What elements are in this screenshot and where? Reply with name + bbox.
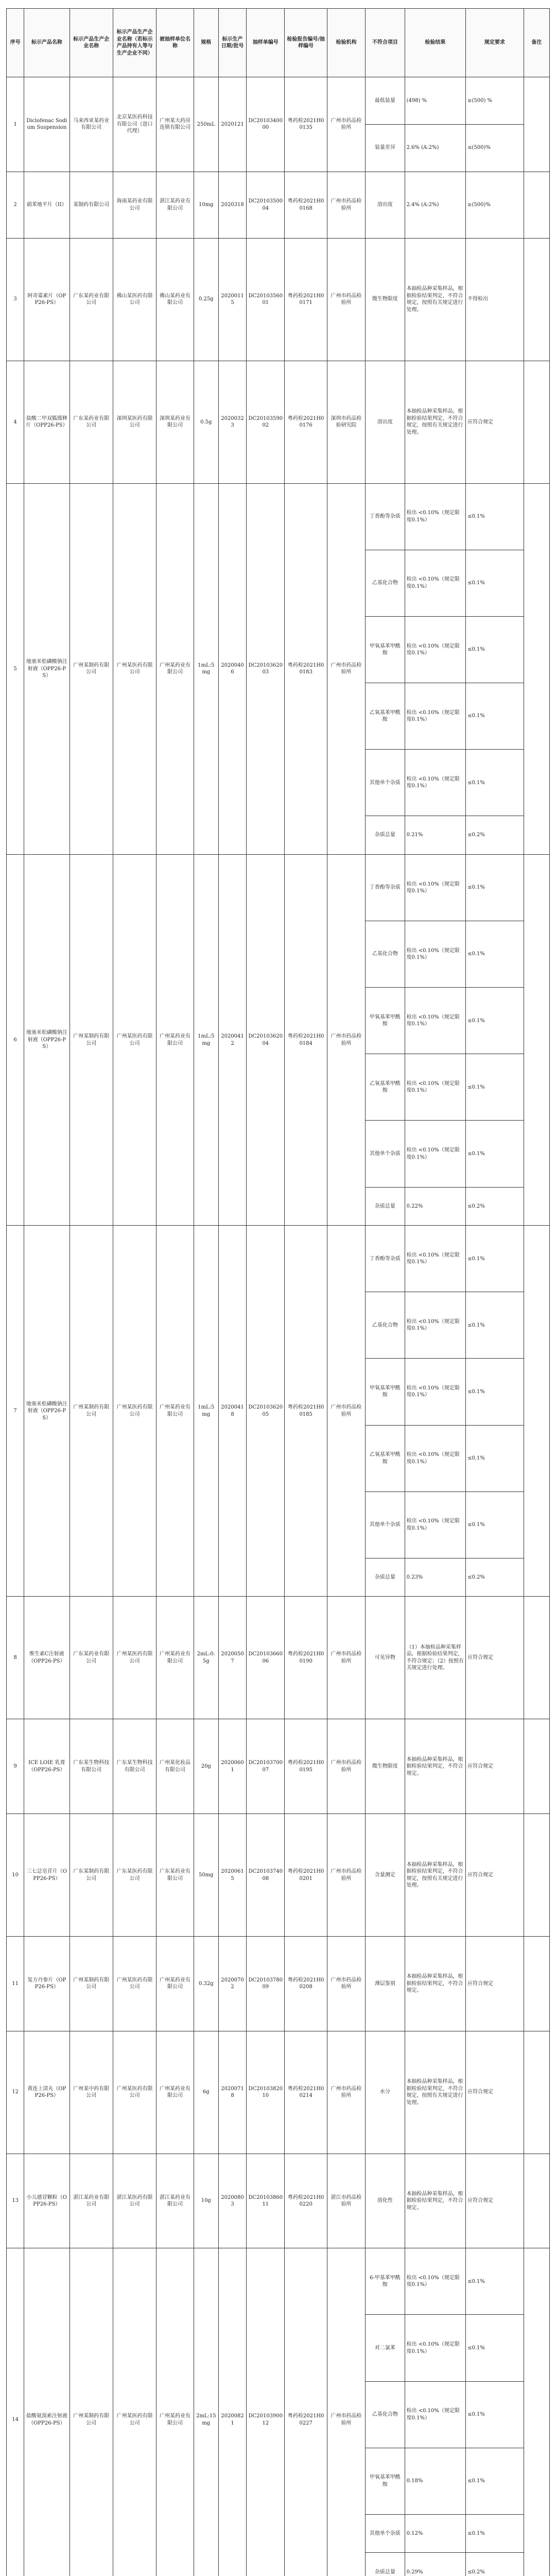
cell-specification: 2mL:15mg: [194, 2248, 218, 2576]
cell-sampling-no: DC2010362004: [247, 855, 285, 1226]
cell-sampled-unit: 湛江某药业有限公司: [157, 172, 194, 238]
table-row: [7, 361, 550, 483]
cell-sampling-no: DC2010366006: [247, 1597, 285, 1719]
cell-test-result: （1）本抽检品种采集样品，根据检验结果判定，不符合规定；（2）按照有关规定进行处理。: [405, 1597, 466, 1719]
cell-requirement: ≤0.1%: [466, 855, 524, 921]
cell-specification: 50mg: [194, 1814, 218, 1937]
cell-testing-lab: 湛江市药品检验所: [327, 2154, 365, 2248]
table-row: [7, 238, 550, 361]
cell-requirement: ≤0.2%: [466, 1187, 524, 1226]
cell-testing-lab: 广州市药品检验所: [327, 1226, 365, 1597]
cell-serial-no: 5: [7, 483, 24, 854]
cell-testing-lab: 广州市药品检验所: [327, 483, 365, 854]
cell-testing-lab: 广州市药品检验所: [327, 2248, 365, 2576]
cell-failed-item: 甲氧基苯甲酰胺: [366, 988, 405, 1054]
cell-report-no: 粤药检2021H00135: [285, 77, 327, 172]
cell-failed-item: 乙基化合物: [366, 2381, 405, 2448]
cell-sampling-no: DC2010386011: [247, 2154, 285, 2248]
cell-batch-no: 20200323: [218, 361, 246, 483]
cell-product-name: 三七总皂苷片（OPP26-PS）: [24, 1814, 70, 1937]
cell-serial-no: 9: [7, 1719, 24, 1814]
table-header: [7, 9, 550, 77]
cell-batch-no: 20200803: [218, 2154, 246, 2248]
table-row: [7, 1719, 550, 1814]
cell-product-name: Diclofenac Sodium Suspension: [24, 77, 70, 172]
cell-test-result: 检出 <0.10%（规定限度0.1%）: [405, 1054, 466, 1121]
cell-requirement: ≤0.1%: [466, 2448, 524, 2514]
cell-license-holder: 广州某医药有限公司: [113, 483, 156, 854]
cell-failed-item: 水分: [366, 2031, 405, 2154]
cell-test-result: 检出 <0.10%（规定限度0.1%）: [405, 1121, 466, 1187]
cell-manufacturer: 广州某中药有限公司: [70, 2031, 113, 2154]
cell-serial-no: 2: [7, 172, 24, 238]
cell-license-holder: 广州某医药有限公司: [113, 1597, 156, 1719]
cell-sampled-unit: 深圳某药业有限公司: [157, 361, 194, 483]
cell-product-name: 硝苯地平片（II）: [24, 172, 70, 238]
cell-test-result: 检出 <0.10%（规定限度0.1%）: [405, 2248, 466, 2315]
cell-test-result: 检出 <0.10%（规定限度0.1%）: [405, 683, 466, 750]
cell-test-result: 2.4% (A:2%): [405, 172, 466, 238]
cell-report-no: 粤药检2021H00183: [285, 483, 327, 854]
cell-license-holder: 广州某医药有限公司: [113, 2248, 156, 2576]
cell-remarks: [524, 1226, 549, 1597]
cell-failed-item: 甲氧基苯甲酰胺: [366, 1359, 405, 1425]
cell-manufacturer: 广东某制药有限公司: [70, 1814, 113, 1937]
cell-sampling-no: DC2010362003: [247, 483, 285, 854]
cell-failed-item: 杂质总量: [366, 1187, 405, 1226]
cell-test-result: 检出 <0.10%（规定限度0.1%）: [405, 1359, 466, 1425]
cell-report-no: 粤药检2021H00168: [285, 172, 327, 238]
cell-failed-item: 可见异物: [366, 1597, 405, 1719]
cell-remarks: [524, 1814, 549, 1937]
cell-serial-no: 6: [7, 855, 24, 1226]
cell-test-result: 检出 <0.10%（规定限度0.1%）: [405, 1226, 466, 1292]
cell-failed-item: 甲氧基苯甲酰胺: [366, 617, 405, 683]
cell-batch-no: 20200115: [218, 238, 246, 361]
cell-requirement: ≤0.1%: [466, 2514, 524, 2553]
cell-failed-item: 溶化性: [366, 2154, 405, 2248]
cell-test-result: 0.29%: [405, 2553, 466, 2576]
header-cell: 抽样单编号: [247, 9, 285, 77]
cell-requirement: ≥(500)%: [466, 172, 524, 238]
cell-test-result: 检出 <0.10%（规定限度0.1%）: [405, 988, 466, 1054]
cell-remarks: [524, 1719, 549, 1814]
cell-report-no: 粤药检2021H00208: [285, 1937, 327, 2031]
cell-test-result: 检出 <0.10%（规定限度0.1%）: [405, 1492, 466, 1558]
cell-specification: 10mg: [194, 172, 218, 238]
cell-requirement: ≤(500)%: [466, 124, 524, 172]
cell-failed-item: 其他单个杂质: [366, 1121, 405, 1187]
table-row: [7, 2031, 550, 2154]
cell-failed-item: 6-甲基苯甲酰胺: [366, 2248, 405, 2315]
cell-sampled-unit: 广州某药业有限公司: [157, 2031, 194, 2154]
cell-test-result: 2.6% (A:2%): [405, 124, 466, 172]
cell-requirement: ≤0.1%: [466, 1359, 524, 1425]
cell-serial-no: 12: [7, 2031, 24, 2154]
cell-report-no: 粤药检2021H00185: [285, 1226, 327, 1597]
cell-requirement: 应符合规定: [466, 361, 524, 483]
cell-product-name: 维生素C注射液（OPP26-PS）: [24, 1597, 70, 1719]
cell-test-result: 检出 <0.10%（规定限度0.1%）: [405, 855, 466, 921]
cell-failed-item: 溶出度: [366, 361, 405, 483]
cell-batch-no: 20200702: [218, 1937, 246, 2031]
cell-sampling-no: DC2010356001: [247, 238, 285, 361]
cell-test-result: 检出 <0.10%（规定限度0.1%）: [405, 2315, 466, 2381]
table-row: [7, 2248, 550, 2315]
cell-test-result: 检出 <0.10%（规定限度0.1%）: [405, 550, 466, 616]
cell-failed-item: 其他单个杂质: [366, 2514, 405, 2553]
cell-report-no: 粤药检2021H00201: [285, 1814, 327, 1937]
cell-test-result: 0.22%: [405, 1187, 466, 1226]
cell-requirement: ≤0.1%: [466, 483, 524, 550]
cell-serial-no: 10: [7, 1814, 24, 1937]
cell-requirement: ≤0.1%: [466, 1492, 524, 1558]
cell-product-name: 小儿感冒颗粒（OPP26-PS）: [24, 2154, 70, 2248]
cell-report-no: 粤药检2021H00184: [285, 855, 327, 1226]
cell-specification: 0.25g: [194, 238, 218, 361]
cell-remarks: [524, 2248, 549, 2576]
cell-report-no: 粤药检2021H00176: [285, 361, 327, 483]
cell-requirement: 应符合规定: [466, 2031, 524, 2154]
cell-requirement: 应符合规定: [466, 2154, 524, 2248]
cell-batch-no: 2020318: [218, 172, 246, 238]
cell-product-name: 阿奇霉素片（OPP26-PS）: [24, 238, 70, 361]
cell-specification: 10g: [194, 2154, 218, 2248]
header-cell: 备注: [524, 9, 549, 77]
cell-testing-lab: 广州市药品检验所: [327, 77, 365, 172]
cell-license-holder: 广东某生物科技有限公司: [113, 1719, 156, 1814]
header-cell: 检验结果: [405, 9, 466, 77]
cell-sampling-no: DC2010362005: [247, 1226, 285, 1597]
cell-failed-item: 对二氯苯: [366, 2315, 405, 2381]
cell-requirement: ≤0.1%: [466, 988, 524, 1054]
cell-report-no: 粤药检2021H00227: [285, 2248, 327, 2576]
cell-test-result: 检出 <0.10%（规定限度0.1%）: [405, 1292, 466, 1359]
cell-serial-no: 14: [7, 2248, 24, 2576]
cell-batch-no: 20200821: [218, 2248, 246, 2576]
cell-requirement: ≤0.1%: [466, 921, 524, 988]
cell-sampled-unit: 佛山某药业有限公司: [157, 238, 194, 361]
cell-failed-item: 乙氧基苯甲酰胺: [366, 1425, 405, 1492]
cell-test-result: 检出 <0.10%（规定限度0.1%）: [405, 750, 466, 816]
cell-test-result: 本抽检品种采集样品，根据检验结果判定，不符合规定。: [405, 1719, 466, 1814]
header-cell: 标示产品生产企业名称: [70, 9, 113, 77]
cell-specification: 20g: [194, 1719, 218, 1814]
cell-requirement: ≤0.2%: [466, 816, 524, 855]
table-row: [7, 1597, 550, 1719]
cell-sampling-no: DC2010382010: [247, 2031, 285, 2154]
cell-manufacturer: 广东某药业有限公司: [70, 361, 113, 483]
cell-testing-lab: 广州市药品检验所: [327, 2031, 365, 2154]
cell-test-result: 0.18%: [405, 2448, 466, 2514]
cell-requirement: ≤0.1%: [466, 1425, 524, 1492]
cell-batch-no: 20200418: [218, 1226, 246, 1597]
cell-product-name: 盐酸氨溴索注射液（OPP26-PS）: [24, 2248, 70, 2576]
cell-product-name: 黄连上清丸（OPP26-PS）: [24, 2031, 70, 2154]
cell-batch-no: 20200601: [218, 1719, 246, 1814]
cell-product-name: ICE LOIE 乳膏（OPP26-PS）: [24, 1719, 70, 1814]
cell-sampled-unit: 广州某药业有限公司: [157, 2248, 194, 2576]
cell-batch-no: 20200406: [218, 483, 246, 854]
cell-failed-item: 乙基化合物: [366, 921, 405, 988]
cell-batch-no: 20200615: [218, 1814, 246, 1937]
cell-testing-lab: 深圳市药品检验研究院: [327, 361, 365, 483]
cell-sampled-unit: 广州某药业有限公司: [157, 1937, 194, 2031]
table-row: [7, 172, 550, 238]
cell-requirement: ≤0.1%: [466, 2381, 524, 2448]
cell-test-result: 检出 <0.10%（规定限度0.1%）: [405, 921, 466, 988]
cell-failed-item: 乙氧基苯甲酰胺: [366, 1054, 405, 1121]
cell-license-holder: 湛江某医药有限公司: [113, 2154, 156, 2248]
cell-test-result: 0.23%: [405, 1558, 466, 1597]
header-cell: 标示生产日期/批号: [218, 9, 246, 77]
cell-test-result: 本抽检品种采集样品，根据检验结果判定，不符合规定，按照有关规定进行处理。: [405, 238, 466, 361]
header-cell: 标示产品生产企业名称（若标示产品持有人等与生产企业不同）: [113, 9, 156, 77]
cell-product-name: 盐酸二甲双胍缓释片（OPP26-PS）: [24, 361, 70, 483]
inspection-results-table: [6, 8, 550, 2576]
cell-testing-lab: 广州市药品检验所: [327, 855, 365, 1226]
cell-sampled-unit: 广州某药业有限公司: [157, 483, 194, 854]
cell-license-holder: 广州某医药有限公司: [113, 855, 156, 1226]
cell-remarks: [524, 238, 549, 361]
cell-license-holder: 广州某医药有限公司: [113, 2031, 156, 2154]
cell-manufacturer: 广东某药业有限公司: [70, 1597, 113, 1719]
cell-specification: 2mL:0.5g: [194, 1597, 218, 1719]
cell-requirement: ≤0.1%: [466, 683, 524, 750]
cell-test-result: 本抽检品种采集样品，根据检验结果判定，不符合规定，按照有关规定进行处理。: [405, 1814, 466, 1937]
cell-serial-no: 3: [7, 238, 24, 361]
cell-testing-lab: 广州市药品检验所: [327, 238, 365, 361]
table-row: [7, 2154, 550, 2248]
cell-license-holder: 深圳某医药有限公司: [113, 361, 156, 483]
cell-failed-item: 乙氧基苯甲酰胺: [366, 683, 405, 750]
cell-manufacturer: 湛江某药业有限公司: [70, 2154, 113, 2248]
header-cell: 标示产品名称: [24, 9, 70, 77]
cell-requirement: ≤0.1%: [466, 617, 524, 683]
cell-batch-no: 20200412: [218, 855, 246, 1226]
cell-remarks: [524, 2031, 549, 2154]
cell-manufacturer: 广州某制药有限公司: [70, 1937, 113, 2031]
cell-serial-no: 4: [7, 361, 24, 483]
cell-license-holder: 广州某医药有限公司: [113, 1937, 156, 2031]
cell-serial-no: 7: [7, 1226, 24, 1597]
cell-test-result: 检出 <0.10%（规定限度0.1%）: [405, 617, 466, 683]
cell-license-holder: 海南某药业有限公司: [113, 172, 156, 238]
cell-requirement: ≤0.1%: [466, 1292, 524, 1359]
cell-manufacturer: 马来西亚某药业有限公司: [70, 77, 113, 172]
cell-requirement: ≤0.1%: [466, 550, 524, 616]
cell-report-no: 粤药检2021H00171: [285, 238, 327, 361]
cell-testing-lab: 广州市药品检验所: [327, 1719, 365, 1814]
cell-requirement: 应符合规定: [466, 1719, 524, 1814]
cell-serial-no: 1: [7, 77, 24, 172]
cell-failed-item: 杂质总量: [366, 816, 405, 855]
cell-serial-no: 11: [7, 1937, 24, 2031]
cell-failed-item: 乙基化合物: [366, 550, 405, 616]
cell-test-result: 0.12%: [405, 2514, 466, 2553]
cell-remarks: [524, 1597, 549, 1719]
header-cell: 规定要求: [466, 9, 524, 77]
cell-requirement: 不得检出: [466, 238, 524, 361]
cell-sampled-unit: 广州某药业有限公司: [157, 855, 194, 1226]
table-row: [7, 1814, 550, 1937]
cell-remarks: [524, 77, 549, 172]
cell-manufacturer: 广州某制药有限公司: [70, 483, 113, 854]
header-cell: 被抽样单位名称: [157, 9, 194, 77]
cell-test-result: 0.21%: [405, 816, 466, 855]
cell-requirement: 应符合规定: [466, 1597, 524, 1719]
cell-failed-item: 丁香酚等杂质: [366, 855, 405, 921]
table-row: [7, 77, 550, 125]
cell-failed-item: 丁香酚等杂质: [366, 1226, 405, 1292]
cell-testing-lab: 广州市药品检验所: [327, 1814, 365, 1937]
cell-product-name: 地塞米松磷酸钠注射液（OPP26-PS）: [24, 483, 70, 854]
cell-product-name: 地塞米松磷酸钠注射液（OPP26-PS）: [24, 855, 70, 1226]
cell-manufacturer: 某制药有限公司: [70, 172, 113, 238]
cell-sampling-no: DC2010390012: [247, 2248, 285, 2576]
cell-license-holder: 北京某医药科技有限公司（进口代理）: [113, 77, 156, 172]
cell-requirement: ≤0.1%: [466, 1226, 524, 1292]
cell-sampling-no: DC2010359002: [247, 361, 285, 483]
cell-sampled-unit: 广州某大药房连锁有限公司: [157, 77, 194, 172]
cell-failed-item: 乙基化合物: [366, 1292, 405, 1359]
table-row: [7, 483, 550, 550]
cell-testing-lab: 广州市药品检验所: [327, 172, 365, 238]
cell-testing-lab: 广州市药品检验所: [327, 1597, 365, 1719]
cell-test-result: 检出 <0.10%（规定限度0.1%）: [405, 483, 466, 550]
cell-specification: 1mL:5mg: [194, 1226, 218, 1597]
cell-manufacturer: 广州某制药有限公司: [70, 855, 113, 1226]
header-cell: 不符合项目: [366, 9, 405, 77]
cell-requirement: ≤0.1%: [466, 1121, 524, 1187]
table-row: [7, 1226, 550, 1292]
cell-batch-no: 20200718: [218, 2031, 246, 2154]
cell-sampling-no: DC2010370007: [247, 1719, 285, 1814]
header-cell: 规格: [194, 9, 218, 77]
cell-requirement: 应符合规定: [466, 1814, 524, 1937]
cell-sampled-unit: 广州某药业有限公司: [157, 1226, 194, 1597]
cell-batch-no: 20200507: [218, 1597, 246, 1719]
cell-failed-item: 微生物限度: [366, 238, 405, 361]
cell-failed-item: 含量测定: [366, 1814, 405, 1937]
cell-test-result: 本抽检品种采集样品，根据检验结果判定，不符合规定，按照有关规定进行处理。: [405, 361, 466, 483]
table-body: [7, 77, 550, 2576]
cell-manufacturer: 广州某制药有限公司: [70, 2248, 113, 2576]
cell-remarks: [524, 855, 549, 1226]
cell-specification: 1mL:5mg: [194, 483, 218, 854]
cell-sampled-unit: 广东某药业有限公司: [157, 1814, 194, 1937]
cell-failed-item: 甲氧基苯甲酰胺: [366, 2448, 405, 2514]
cell-sampled-unit: 湛江某药业有限公司: [157, 2154, 194, 2248]
cell-failed-item: 其他单个杂质: [366, 750, 405, 816]
cell-test-result: 检出 <0.10%（规定限度0.1%）: [405, 2381, 466, 2448]
cell-remarks: [524, 172, 549, 238]
cell-license-holder: 广州某医药有限公司: [113, 1226, 156, 1597]
cell-requirement: ≥(500) %: [466, 77, 524, 125]
cell-test-result: 本抽检品种采集样品，根据检验结果判定，不符合规定。: [405, 1937, 466, 2031]
cell-test-result: 检出 <0.10%（规定限度0.1%）: [405, 1425, 466, 1492]
cell-sampling-no: DC2010378009: [247, 1937, 285, 2031]
cell-product-name: 复方丹参片（OPP26-PS）: [24, 1937, 70, 2031]
cell-manufacturer: 广东某药业有限公司: [70, 238, 113, 361]
cell-failed-item: 最低装量: [366, 77, 405, 125]
cell-requirement: ≤0.1%: [466, 750, 524, 816]
cell-manufacturer: 广州某制药有限公司: [70, 1226, 113, 1597]
cell-requirement: ≤0.1%: [466, 2248, 524, 2315]
cell-remarks: [524, 361, 549, 483]
cell-specification: 6g: [194, 2031, 218, 2154]
cell-remarks: [524, 2154, 549, 2248]
cell-failed-item: 杂质总量: [366, 1558, 405, 1597]
cell-test-result: 本抽检品种采集样品，根据检验结果判定，不符合规定，按照有关规定进行处理。: [405, 2031, 466, 2154]
cell-testing-lab: 广州市药品检验所: [327, 1937, 365, 2031]
table-row: [7, 855, 550, 921]
cell-failed-item: 微生物限度: [366, 1719, 405, 1814]
cell-specification: 250mL: [194, 77, 218, 172]
cell-sampled-unit: 广州某化妆品有限公司: [157, 1719, 194, 1814]
cell-failed-item: 溶出度: [366, 172, 405, 238]
header-cell: 序号: [7, 9, 24, 77]
cell-license-holder: 佛山某医药有限公司: [113, 238, 156, 361]
cell-serial-no: 13: [7, 2154, 24, 2248]
cell-specification: 0.32g: [194, 1937, 218, 2031]
cell-serial-no: 8: [7, 1597, 24, 1719]
cell-requirement: 应符合规定: [466, 1937, 524, 2031]
table-row: [7, 1937, 550, 2031]
cell-test-result: 本抽检品种采集样品，根据检验结果判定，不符合规定。: [405, 2154, 466, 2248]
cell-product-name: 地塞米松磷酸钠注射液（OPP26-PS）: [24, 1226, 70, 1597]
cell-license-holder: 广东某医药有限公司: [113, 1814, 156, 1937]
cell-sampled-unit: 广州某药业有限公司: [157, 1597, 194, 1719]
cell-sampling-no: DC2010350004: [247, 172, 285, 238]
cell-remarks: [524, 1937, 549, 2031]
cell-specification: 1mL:5mg: [194, 855, 218, 1226]
cell-report-no: 粤药检2021H00190: [285, 1597, 327, 1719]
cell-sampling-no: DC2010374008: [247, 1814, 285, 1937]
cell-requirement: ≤0.2%: [466, 1558, 524, 1597]
cell-sampling-no: DC2010340000: [247, 77, 285, 172]
cell-requirement: ≤0.2%: [466, 2553, 524, 2576]
cell-failed-item: 丁香酚等杂质: [366, 483, 405, 550]
cell-report-no: 粤药检2021H00195: [285, 1719, 327, 1814]
cell-requirement: ≤0.1%: [466, 1054, 524, 1121]
cell-report-no: 粤药检2021H00220: [285, 2154, 327, 2248]
cell-failed-item: 薄层鉴别: [366, 1937, 405, 2031]
cell-report-no: 粤药检2021H00214: [285, 2031, 327, 2154]
cell-test-result: (498) %: [405, 77, 466, 125]
cell-batch-no: 2020121: [218, 77, 246, 172]
cell-failed-item: 装量差异: [366, 124, 405, 172]
cell-remarks: [524, 483, 549, 854]
cell-manufacturer: 广东某生物科技有限公司: [70, 1719, 113, 1814]
header-cell: 检验机构: [327, 9, 365, 77]
cell-specification: 0.5g: [194, 361, 218, 483]
header-cell: 检验报告编号/抽样编号: [285, 9, 327, 77]
cell-failed-item: 其他单个杂质: [366, 1492, 405, 1558]
cell-failed-item: 杂质总量: [366, 2553, 405, 2576]
cell-requirement: ≤0.1%: [466, 2315, 524, 2381]
